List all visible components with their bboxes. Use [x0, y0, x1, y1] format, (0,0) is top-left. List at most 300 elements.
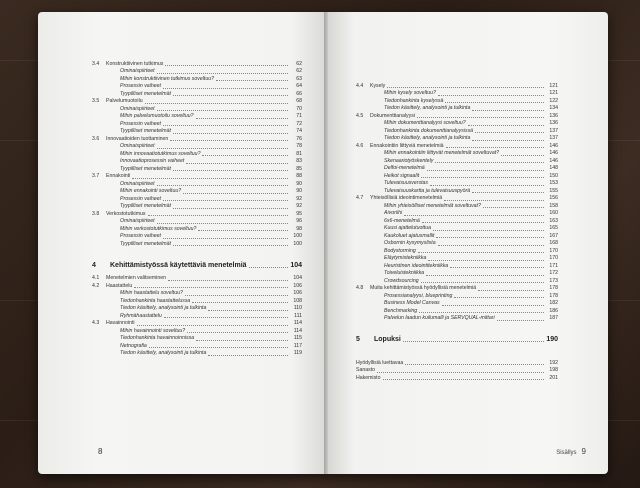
toc-leader-dots — [483, 207, 544, 208]
toc-entry-title: Mihin palvelumuotoilu soveltuu? — [120, 113, 194, 120]
toc-entry-title: Konstruktiivinen tutkimus — [106, 60, 164, 67]
toc-entry-page: 111 — [294, 312, 302, 319]
toc-entry-title: Ennakointiin liittyviä menetelmiä — [370, 142, 444, 149]
toc-entry-page: 137 — [549, 127, 558, 134]
toc-entry-title: Ominaispiirteet — [120, 143, 155, 150]
toc-entry-title: Hyödyllisiä luettavaa — [356, 359, 404, 366]
toc-entry-page: 178 — [549, 285, 558, 292]
toc-entry-title: Prosessin vaiheet — [120, 233, 161, 240]
toc-entry — [356, 157, 558, 164]
toc-entry — [356, 270, 558, 277]
book-gutter — [324, 12, 328, 474]
toc-entry — [92, 143, 302, 150]
toc-entry-number: 4.7 — [356, 195, 364, 202]
toc-leader-dots — [450, 267, 544, 268]
toc-leader-dots — [404, 215, 544, 216]
toc-leader-dots — [438, 245, 544, 246]
toc-entry-page: 108 — [293, 297, 302, 304]
toc-entry-title: Ryhmähaastattelu — [120, 312, 162, 319]
toc-entry — [92, 128, 302, 135]
toc-entry — [92, 113, 302, 120]
toc-entry — [92, 335, 302, 342]
toc-entry-page: 201 — [549, 374, 558, 381]
toc-entry-title: Dokumenttianalyysi — [370, 112, 415, 119]
toc-entry — [356, 232, 558, 239]
toc-entry-page: 98 — [296, 225, 302, 232]
toc-entry-page: 160 — [549, 210, 558, 217]
toc-entry-title: Hakemisto — [356, 374, 381, 381]
toc-entry — [92, 210, 302, 217]
toc-entry-title: Mihin yhteisölliset menetelmät soveltuvat? — [384, 202, 481, 209]
toc-leader-dots — [186, 163, 288, 164]
toc-entry — [92, 233, 302, 240]
toc-entry — [92, 327, 302, 334]
toc-leader-dots — [137, 325, 288, 326]
toc-leader-dots — [454, 297, 544, 298]
toc-leader-dots — [165, 65, 288, 66]
toc-entry-page: 136 — [549, 112, 558, 119]
toc-entry-number: 3.6 — [92, 135, 100, 142]
toc-entry — [92, 150, 302, 157]
toc-entry — [92, 135, 302, 142]
toc-leader-dots — [145, 103, 288, 104]
toc-entry-page: 78 — [296, 143, 302, 150]
toc-entry-page: 153 — [549, 180, 558, 187]
toc-entry-page: 62 — [296, 60, 302, 67]
toc-entry — [356, 334, 558, 343]
toc-entry-page: 178 — [549, 292, 558, 299]
toc-entry — [356, 307, 558, 314]
toc-entry-title: Ominaispiirteet — [120, 68, 155, 75]
toc-entry-title: Crowdsourcing — [384, 277, 419, 284]
toc-entry-page: 168 — [549, 240, 558, 247]
toc-entry-number: 4.5 — [356, 112, 364, 119]
toc-leader-dots — [198, 230, 288, 231]
toc-entry — [356, 202, 558, 209]
toc-entry — [92, 173, 302, 180]
toc-entry-number: 3.4 — [92, 60, 100, 67]
toc-entry-title: Tiedon käsittely, analysointi ja tulkinta — [120, 350, 207, 357]
toc-entry — [92, 120, 302, 127]
toc-entry — [356, 135, 558, 142]
toc-entry — [92, 305, 302, 312]
toc-entry-number: 4.6 — [356, 142, 364, 149]
toc-leader-dots — [442, 305, 544, 306]
toc-entry-title: Prosessianalyysi, blueprinting — [384, 292, 453, 299]
toc-entry — [356, 90, 558, 97]
toc-leader-dots — [173, 133, 288, 134]
toc-entry-title: Tyypilliset menetelmät — [120, 128, 171, 135]
toc-entry-title: Kehittämistyössä käytettäviä menetelmiä — [110, 261, 247, 269]
toc-entry-number: 3.7 — [92, 173, 100, 180]
toc-entry — [356, 180, 558, 187]
toc-leader-dots — [430, 185, 544, 186]
toc-entry-page: 171 — [549, 262, 558, 269]
toc-entry-title: Tiedon käsittely, analysointi ja tulkinta — [120, 305, 207, 312]
toc-entry-page: 121 — [549, 82, 558, 89]
toc-entry-title: Mihin havainnointi soveltuu? — [120, 327, 186, 334]
toc-entry-title: Innovaatioprosessin vaiheet — [120, 158, 185, 165]
toc-entry-number: 3.8 — [92, 210, 100, 217]
toc-entry-title: Tulevaisuuskartta ja tulevaisuuspyörä — [384, 187, 471, 194]
toc-entry-page: 146 — [549, 142, 558, 149]
toc-entry-title: Aivoriihi — [384, 210, 403, 217]
toc-entry-page: 170 — [549, 247, 558, 254]
toc-leader-dots — [418, 252, 544, 253]
toc-leader-dots — [163, 125, 288, 126]
toc-entry-title: Kysely — [370, 82, 386, 89]
toc-leader-dots — [475, 132, 544, 133]
toc-leader-dots — [383, 379, 544, 380]
toc-entry — [92, 90, 302, 97]
toc-entry-number: 4.2 — [92, 282, 100, 289]
toc-entry — [356, 97, 558, 104]
toc-entry — [356, 165, 558, 172]
toc-entry-page: 62 — [296, 68, 302, 75]
toc-entry-title: Tulevaisuusverstas — [384, 180, 429, 187]
toc-entry-page: 117 — [293, 342, 302, 349]
toc-entry — [92, 275, 302, 282]
toc-entry-title: Menetelmien valitseminen — [106, 275, 166, 282]
toc-leader-dots — [472, 140, 544, 141]
toc-entry — [92, 290, 302, 297]
toc-entry-title: Yhteisöllisiä ideointimenetelmiä — [370, 195, 443, 202]
toc-leader-dots — [183, 193, 288, 194]
toc-entry-page: 106 — [293, 282, 302, 289]
toc-entry-title: Heikot signaalit — [384, 172, 420, 179]
toc-entry — [356, 150, 558, 157]
toc-entry-page: 106 — [293, 290, 302, 297]
toc-leader-dots — [163, 238, 288, 239]
toc-leader-dots — [157, 110, 288, 111]
toc-entry — [92, 180, 302, 187]
toc-leader-dots — [249, 267, 288, 268]
toc-entry-title: Tiedon käsittely, analysointi ja tulkinta — [384, 135, 471, 142]
toc-leader-dots — [149, 347, 288, 348]
toc-leader-dots — [428, 260, 544, 261]
toc-entry — [356, 112, 558, 119]
toc-entry-page: 167 — [549, 232, 558, 239]
toc-entry-title: Mihin kysely soveltuu? — [384, 90, 436, 97]
toc-entry — [356, 195, 558, 202]
toc-entry-title: Ominaispiirteet — [120, 218, 155, 225]
toc-leader-dots — [472, 110, 544, 111]
toc-entry-page: 190 — [546, 336, 558, 343]
toc-leader-dots — [163, 200, 288, 201]
toc-entry — [356, 359, 558, 366]
toc-entry-page: 63 — [296, 75, 302, 82]
right-page-number: 9 — [581, 447, 586, 456]
toc-entry-title: Toiveluistekniikka — [384, 270, 425, 277]
toc-leader-dots — [377, 372, 544, 373]
toc-entry-page: 186 — [549, 307, 558, 314]
toc-entry-title: Mihin dokumenttianalyysi soveltuu? — [384, 120, 466, 127]
toc-entry-page: 114 — [293, 327, 302, 334]
toc-entry-page: 150 — [549, 172, 558, 179]
toc-entry — [92, 342, 302, 349]
toc-entry-page: 88 — [296, 173, 302, 180]
toc-entry-page: 83 — [296, 158, 302, 165]
toc-leader-dots — [173, 95, 288, 96]
toc-entry-page: 158 — [549, 202, 558, 209]
toc-entry-title: Haastattelu — [106, 282, 133, 289]
toc-leader-dots — [468, 125, 544, 126]
toc-entry-title: Kaukoluet ajatusmallit — [384, 232, 435, 239]
toc-entry — [356, 367, 558, 374]
toc-entry — [356, 225, 558, 232]
toc-entry-page: 85 — [296, 165, 302, 172]
toc-entry-title: Tiedonhankinta dokumenttianalyysissä — [384, 127, 474, 134]
toc-leader-dots — [170, 140, 288, 141]
toc-entry-title: Tyypilliset menetelmät — [120, 90, 171, 97]
toc-entry-page: 100 — [293, 240, 302, 247]
toc-entry-title: Prosessin vaiheet — [120, 83, 161, 90]
toc-leader-dots — [134, 287, 288, 288]
toc-leader-dots — [445, 102, 544, 103]
toc-entry — [356, 187, 558, 194]
toc-entry — [92, 158, 302, 165]
toc-leader-dots — [173, 170, 288, 171]
toc-entry-page: 90 — [296, 188, 302, 195]
toc-entry-title: Heuristinen ideointitekniikka — [384, 262, 449, 269]
toc-leader-dots — [185, 295, 288, 296]
toc-entry-page: 71 — [296, 113, 302, 120]
toc-entry — [92, 350, 302, 357]
toc-entry-page: 110 — [293, 305, 302, 312]
toc-leader-dots — [433, 230, 544, 231]
toc-entry-page: 115 — [293, 335, 302, 342]
toc-entry-page: 146 — [549, 157, 558, 164]
toc-entry-page: 146 — [549, 150, 558, 157]
toc-entry-title: Lopuksi — [374, 336, 401, 343]
toc-entry — [92, 218, 302, 225]
toc-leader-dots — [216, 80, 288, 81]
toc-entry-title: Bodystorming — [384, 247, 416, 254]
toc-entry — [356, 120, 558, 127]
toc-entry — [356, 277, 558, 284]
toc-entry-title: Ominaispiirteet — [120, 105, 155, 112]
toc-entry-title: Osbornin kysymyslista — [384, 240, 436, 247]
toc-leader-dots — [426, 275, 544, 276]
toc-entry — [356, 105, 558, 112]
toc-entry — [92, 105, 302, 112]
toc-entry-page: 192 — [549, 359, 558, 366]
toc-leader-dots — [173, 208, 288, 209]
toc-entry — [356, 262, 558, 269]
toc-leader-dots — [187, 332, 288, 333]
toc-entry — [356, 127, 558, 134]
toc-leader-dots — [444, 200, 544, 201]
toc-entry-page: 122 — [549, 97, 558, 104]
toc-entry — [92, 297, 302, 304]
toc-entry-title: Prosessin vaiheet — [120, 120, 161, 127]
toc-leader-dots — [405, 364, 544, 365]
toc-entry-page: 104 — [290, 261, 302, 269]
open-book — [38, 12, 608, 474]
toc-entry — [92, 312, 302, 319]
toc-entry-title: Tiedon käsittely, analysointi ja tulkinta — [384, 105, 471, 112]
toc-entry-title: Mihin innovaatiotutkimus soveltuu? — [120, 150, 201, 157]
toc-entry-page: 70 — [296, 105, 302, 112]
toc-entry — [356, 374, 558, 381]
toc-entry — [92, 260, 302, 269]
toc-entry-title: Netnografia — [120, 342, 147, 349]
toc-entry-page: 74 — [296, 128, 302, 135]
toc-entry-title: Benchmarking — [384, 307, 418, 314]
toc-entry-title: Kuusi ajattelutuottua — [384, 225, 432, 232]
toc-entry-page: 163 — [549, 217, 558, 224]
toc-entry-title: Skenaariotyöskentely — [384, 157, 434, 164]
toc-leader-dots — [164, 317, 288, 318]
toc-entry-page: 156 — [549, 195, 558, 202]
toc-entry-page: 104 — [293, 275, 302, 282]
toc-entry-page: 173 — [549, 277, 558, 284]
toc-entry — [92, 225, 302, 232]
toc-leader-dots — [421, 177, 544, 178]
toc-leader-dots — [419, 312, 544, 313]
toc-entry-page: 72 — [296, 120, 302, 127]
toc-entry-number: 4.4 — [356, 82, 364, 89]
toc-entry-number: 4 — [92, 261, 96, 269]
toc-leader-dots — [472, 192, 544, 193]
toc-leader-dots — [157, 148, 288, 149]
toc-entry-page: 96 — [296, 218, 302, 225]
toc-leader-dots — [157, 223, 288, 224]
toc-entry — [92, 203, 302, 210]
toc-entry-title: Ominaispiirteet — [120, 180, 155, 187]
toc-entry-number: 4.1 — [92, 275, 100, 282]
toc-entry-title: Palvelumuotoilu — [106, 98, 143, 105]
toc-entry — [92, 98, 302, 105]
toc-entry-page: 68 — [296, 98, 302, 105]
toc-entry-page: 95 — [296, 210, 302, 217]
toc-leader-dots — [387, 87, 544, 88]
toc-entry-page: 81 — [296, 150, 302, 157]
toc-entry — [92, 165, 302, 172]
toc-leader-dots — [192, 302, 288, 303]
toc-entry — [92, 68, 302, 75]
toc-entry-title: Havainnointi — [106, 320, 135, 327]
toc-entry-title: Business Model Canvas — [384, 300, 440, 307]
footer-label: Sisällys — [556, 450, 577, 456]
toc-entry-title: Sanasto — [356, 367, 376, 374]
toc-entry-title: Palvelun laadun kuilumalli ja SERVQUAL-mittari — [384, 315, 495, 322]
toc-leader-dots — [438, 95, 544, 96]
toc-entry-title: Tiedonhankinta kyselyssä — [384, 97, 444, 104]
toc-entry — [356, 172, 558, 179]
toc-entry — [356, 315, 558, 322]
toc-entry-title: Tyypilliset menetelmät — [120, 165, 171, 172]
toc-entry-title: Mihin konstruktiivinen tutkimus soveltuu? — [120, 75, 214, 82]
toc-entry — [356, 285, 558, 292]
toc-entry-page: 64 — [296, 83, 302, 90]
toc-entry — [356, 82, 558, 89]
toc-entry — [356, 210, 558, 217]
toc-entry-number: 5 — [356, 336, 360, 343]
toc-entry — [92, 195, 302, 202]
toc-entry-page: 155 — [549, 187, 558, 194]
toc-leader-dots — [157, 185, 288, 186]
toc-entry — [92, 83, 302, 90]
toc-entry-page: 198 — [549, 367, 558, 374]
toc-entry-page: 165 — [549, 225, 558, 232]
toc-leader-dots — [168, 280, 288, 281]
toc-entry-page: 136 — [549, 120, 558, 127]
toc-leader-dots — [446, 147, 544, 148]
toc-entry-page: 170 — [549, 255, 558, 262]
toc-entry-page: 121 — [549, 90, 558, 97]
toc-entry-title: Innovaatioiden tuottaminen — [106, 135, 169, 142]
toc-entry-title: Tyypilliset menetelmät — [120, 240, 171, 247]
toc-leader-dots — [421, 282, 544, 283]
toc-entry-title: Muita kehittämistyössä hyödyllisiä menetelmiä — [370, 285, 477, 292]
toc-entry — [356, 217, 558, 224]
toc-entry-page: 100 — [293, 233, 302, 240]
toc-leader-dots — [157, 73, 288, 74]
toc-entry-page: 137 — [549, 135, 558, 142]
toc-entry — [92, 188, 302, 195]
toc-entry-page: 119 — [293, 350, 302, 357]
toc-leader-dots — [163, 88, 288, 89]
toc-entry-page: 76 — [296, 135, 302, 142]
toc-leader-dots — [422, 222, 544, 223]
toc-entry-page: 90 — [296, 180, 302, 187]
toc-entry-title: Tyypilliset menetelmät — [120, 203, 171, 210]
toc-entry-number: 4.3 — [92, 320, 100, 327]
left-page-number: 8 — [98, 447, 103, 456]
toc-entry — [356, 142, 558, 149]
left-page — [38, 12, 326, 474]
toc-leader-dots — [497, 320, 544, 321]
right-page-footer — [556, 447, 586, 456]
toc-entry — [92, 282, 302, 289]
toc-entry-title: Mihin ennakointi soveltuu? — [120, 188, 182, 195]
toc-entry — [356, 300, 558, 307]
right-page — [326, 12, 608, 474]
toc-leader-dots — [417, 117, 544, 118]
toc-leader-dots — [478, 290, 544, 291]
toc-leader-dots — [148, 215, 289, 216]
toc-entry-title: Verkostotutkimus — [106, 210, 146, 217]
toc-leader-dots — [132, 178, 288, 179]
toc-entry-title: Eläytymistekniikka — [384, 255, 427, 262]
toc-leader-dots — [208, 310, 288, 311]
toc-entry-title: 6x6-menetelmä — [384, 217, 420, 224]
toc-leader-dots — [196, 340, 288, 341]
toc-entry-page: 172 — [549, 270, 558, 277]
toc-leader-dots — [173, 245, 288, 246]
toc-entry-title: Prosessin vaiheet — [120, 195, 161, 202]
toc-entry-title: Ennakointi — [106, 173, 131, 180]
toc-entry-page: 148 — [549, 165, 558, 172]
toc-entry-page: 92 — [296, 195, 302, 202]
toc-entry-number: 4.8 — [356, 285, 364, 292]
toc-leader-dots — [501, 155, 544, 156]
toc-entry-page: 182 — [549, 300, 558, 307]
toc-entry — [356, 247, 558, 254]
toc-entry-title: Tiedonhankinta haastattelussa — [120, 297, 191, 304]
toc-entry-page: 92 — [296, 203, 302, 210]
toc-entry-title: Mihin haastattelu soveltuu? — [120, 290, 183, 297]
toc-leader-dots — [436, 237, 544, 238]
toc-entry-page: 134 — [549, 105, 558, 112]
toc-entry — [92, 240, 302, 247]
toc-leader-dots — [208, 355, 288, 356]
toc-entry-title: Delfoi-menetelmä — [384, 165, 425, 172]
toc-entry — [92, 75, 302, 82]
toc-leader-dots — [427, 170, 544, 171]
toc-leader-dots — [435, 162, 544, 163]
